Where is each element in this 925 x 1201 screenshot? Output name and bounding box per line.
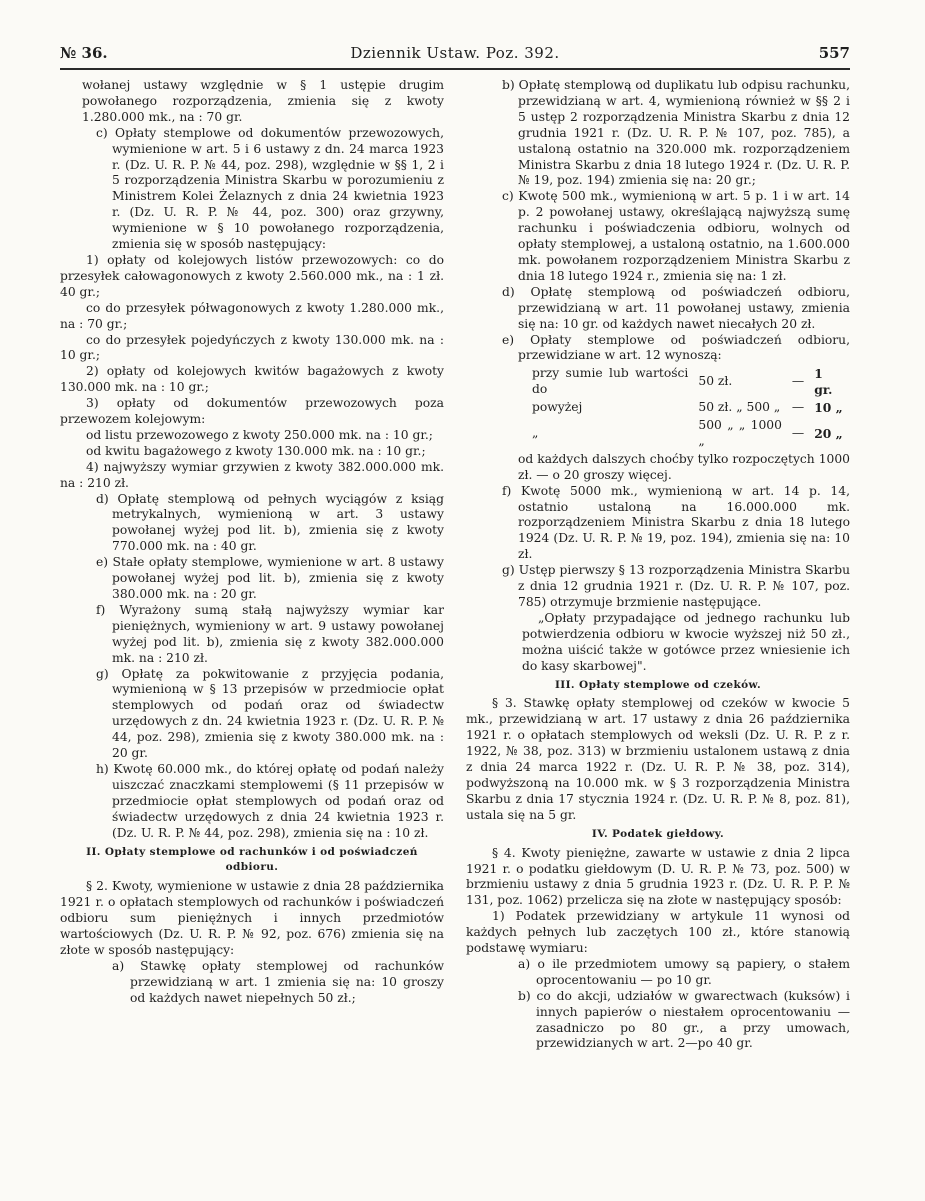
page-number: 557 bbox=[818, 44, 850, 62]
rate-cell: „ bbox=[532, 425, 539, 440]
paragraph: a) Stawkę opłaty stemplowej od rachunków przewidzianą w art. 1 zmienia się na: 10 groszy od każdych nawet niepełnych 50 zł.; bbox=[112, 958, 444, 1005]
paragraph: 1) opłaty od kolejowych listów przewozowych: co do przesyłek całowagonowych z kwoty 2.560.000 mk., na : 1 zł. 40 gr.; bbox=[60, 252, 444, 299]
paragraph: e) Stałe opłaty stemplowe, wymienione w art. 8 ustawy powołanej wyżej pod lit. b), zmienia się z kwoty 380.000 mk. na : 20 gr. bbox=[96, 555, 444, 601]
paragraph: co do przesyłek półwagonowych z kwoty 1.280.000 mk., na : 70 gr.; bbox=[60, 300, 444, 331]
paragraph: 1) Podatek przewidziany w artykule 11 wynosi od każdych pełnych lub zaczętych 100 zł., które stanowią podstawę wymiaru: bbox=[466, 909, 850, 956]
paragraph: e) Opłaty stemplowe od poświadczeń odbioru, przewidziane w art. 12 wynoszą: bbox=[502, 332, 850, 363]
page-header bbox=[60, 40, 850, 70]
paragraph: od każdych dalszych choćby tylko rozpoczętych 1000 zł. — o 20 groszy więcej. bbox=[518, 451, 850, 482]
paragraph: g) Ustęp pierwszy § 13 rozporządzenia Ministra Skarbu z dnia 12 grudnia 1921 r. (Dz. U. R. P. № 107, poz. 785) otrzymuje brzmienie następujące. bbox=[502, 563, 850, 609]
paragraph: § 2. Kwoty, wymienione w ustawie z dnia 28 października 1921 r. o opłatach stemplowych od rachunków i poświadczeń odbioru sum pieniężnych i innych przedmiotów wartościowych (Dz. U. R. P. № 92, poz. 676) zmienia się na złote w sposób następujący: bbox=[60, 879, 444, 957]
paragraph: h) Kwotę 60.000 mk., do której opłatę od podań należy uiszczać znaczkami stemplowemi (§ 11 przepisów w przedmiocie opłat stemplowych od podań oraz od świadectw urzędowych z dnia 24 kwietnia 1923 r. (Dz. U. R. P. № 44, poz. 298), zmienia się na : 10 zł. bbox=[96, 761, 444, 840]
rate-table bbox=[466, 364, 850, 452]
paragraph: b) co do akcji, udziałów w gwarectwach (kuksów) i innych papierów o niestałem oprocentowaniu — zasadniczo po 80 gr., a przy umowach, przewidzianych w art. 2—po 40 gr. bbox=[518, 988, 850, 1051]
rate-row bbox=[528, 366, 848, 398]
paragraph: f) Kwotę 5000 mk., wymienioną w art. 14 p. 14, ostatnio ustaloną na 16.000.000 mk. rozporządzeniem Ministra Skarbu z dnia 18 lutego 1924 (Dz. U. R. P. № 19, poz. 194), zmienia się na: 10 zł. bbox=[502, 483, 850, 562]
paragraph: b) Opłatę stemplową od duplikatu lub odpisu rachunku, przewidzianą w art. 4, wymienioną również w §§ 2 i 5 ustęp 2 rozporządzenia Ministra Skarbu z dnia 12 grudnia 1921 r. (Dz. U. R. P. № 107, poz. 785), a ustaloną ostatnio na 320.000 mk. rozporządzeniem Ministra Skarbu z dnia 18 lutego 1924 r. (Dz. U. R. P. № 19, poz. 194) zmienia się na: 20 gr.; bbox=[502, 78, 850, 188]
rate-cell: — bbox=[791, 400, 805, 415]
section-heading: IV. Podatek giełdowy. bbox=[591, 827, 725, 840]
section-heading: II. Opłaty stemplowe od rachunków i od poświadczeń odbioru. bbox=[86, 845, 418, 874]
paragraph: od listu przewozowego z kwoty 250.000 mk. na : 10 gr.; bbox=[86, 427, 433, 442]
section-heading: III. Opłaty stemplowe od czeków. bbox=[555, 678, 761, 691]
paragraph: co do przesyłek pojedyńczych z kwoty 130.000 mk. na : 10 gr.; bbox=[60, 332, 444, 363]
rate-cell: 20 „ bbox=[814, 425, 843, 441]
rate-cell: 50 zł. bbox=[698, 374, 733, 389]
right-column bbox=[466, 78, 850, 1188]
paragraph: c) Kwotę 500 mk., wymienioną w art. 5 p. 1 i w art. 14 p. 2 powołanej ustawy, określającą najwyższą sumę rachunku i poświadczenia odbioru, wolnych od opłaty stemplowej, a ustaloną ostatnio, na 1.600.000 mk. powołanem rozporządzeniem Ministra Skarbu z dnia 18 lutego 1924 r., zmienia się na: 1 zł. bbox=[502, 189, 850, 283]
journal-title: Dziennik Ustaw. Poz. 392. bbox=[350, 44, 560, 62]
paragraph: c) Opłaty stemplowe od dokumentów przewozowych, wymienione w art. 5 i 6 ustawy z dn. 24 marca 1923 r. (Dz. U. R. P. № 44, poz. 298), względnie w §§ 1, 2 i 5 rozporządzenia Ministra Skarbu w porozumieniu z Ministrem Kolei Żelaznych z dnia 24 kwietnia 1923 r. (Dz. U. R. P. № 44, poz. 300) oraz grzywny, wymienione w § 10 powołanego rozporządzenia, zmienia się w sposób następujący: bbox=[96, 125, 444, 252]
rate-cell: 10 „ bbox=[814, 400, 843, 416]
paragraph: wołanej ustawy względnie w § 1 ustępie drugim powołanego rozporządzenia, zmienia się z kwoty 1.280.000 mk., na : 70 gr. bbox=[82, 78, 444, 124]
paragraph: 2) opłaty od kolejowych kwitów bagażowych z kwoty 130.000 mk. na : 10 gr.; bbox=[60, 364, 444, 395]
paragraph: 3) opłaty od dokumentów przewozowych poza przewozem kolejowym: bbox=[60, 396, 444, 427]
paragraph: f) Wyrażony sumą stałą najwyższy wymiar kar pieniężnych, wymieniony w art. 9 ustawy powołanej wyżej pod lit. b), zmienia się z kwoty 382.000.000 mk. na : 210 zł. bbox=[96, 602, 444, 665]
rate-cell: przy sumie lub wartości do bbox=[532, 366, 689, 397]
paragraph: § 3. Stawkę opłaty stemplowej od czeków w kwocie 5 mk., przewidzianą w art. 17 ustawy z dnia 26 października 1921 r. o opłatach stemplowych od weksli (Dz. U. R. P. z r. 1922, № 38, poz. 313) w brzmieniu ustalonem ustawą z dnia z dnia 24 marca 1922 r. (Dz. U. R. P. № 38, poz. 314), podwyższoną na 10.000 mk. w § 3 rozporządzenia Ministra Skarbu z dnia 17 stycznia 1924 r. (Dz. U. R. P. № 8, poz. 81), ustala się na 5 gr. bbox=[466, 696, 850, 822]
rate-row bbox=[528, 418, 848, 450]
rate-cell: 1 gr. bbox=[814, 366, 833, 398]
paragraph: g) Opłatę za pokwitowanie z przyjęcia podania, wymienioną w § 13 przepisów w przedmiocie opłat stemplowych od podań oraz od świadectw urzędowych z dn. 24 kwietnia 1923 r. (Dz. U. R. P. № 44, poz. 298), zmienia się z kwoty 380.000 mk. na : 20 gr. bbox=[96, 666, 444, 761]
paragraph: § 4. Kwoty pieniężne, zawarte w ustawie z dnia 2 lipca 1921 r. o podatku giełdowym (D. U. R. P. № 73, poz. 500) w brzmieniu ustawy z dnia 5 grudnia 1923 r. (Dz. U. R. P. P. № 131, poz. 1062) przelicza się na złote w następujący sposób: bbox=[466, 845, 850, 908]
rate-cell: 500 „ „ 1000 „ bbox=[698, 418, 782, 448]
rate-cell: 50 zł. „ 500 „ bbox=[698, 400, 781, 415]
paragraph: d) Opłatę stemplową od poświadczeń odbioru, przewidzianą w art. 11 powołanej ustawy, zmienia się na: 10 gr. od każdych nawet niecałych 20 zł. bbox=[502, 284, 850, 331]
rate-cell: powyżej bbox=[532, 400, 583, 415]
rate-cell: — bbox=[791, 374, 805, 389]
left-column bbox=[60, 78, 444, 1188]
paragraph: a) o ile przedmiotem umowy są papiery, o stałem oprocentowaniu — po 10 gr. bbox=[518, 956, 850, 987]
paragraph: „Opłaty przypadające od jednego rachunku lub potwierdzenia odbioru w kwocie wyższej niż 50 zł., można uiścić także w gotówce przez wniesienie ich do kasy skarbowej". bbox=[522, 610, 850, 673]
paragraph: od kwitu bagażowego z kwoty 130.000 mk. na : 10 gr.; bbox=[86, 443, 426, 458]
paragraph: 4) najwyższy wymiar grzywien z kwoty 382.000.000 mk. na : 210 zł. bbox=[60, 459, 444, 490]
rate-row bbox=[528, 400, 848, 416]
paragraph: d) Opłatę stemplową od pełnych wyciągów z ksiąg metrykalnych, wymienioną w art. 3 ustawy powołanej wyżej pod lit. b), zmienia się z kwoty 770.000 mk. na : 40 gr. bbox=[96, 491, 444, 554]
rate-cell: — bbox=[791, 425, 805, 440]
issue-number: № 36. bbox=[60, 44, 108, 62]
